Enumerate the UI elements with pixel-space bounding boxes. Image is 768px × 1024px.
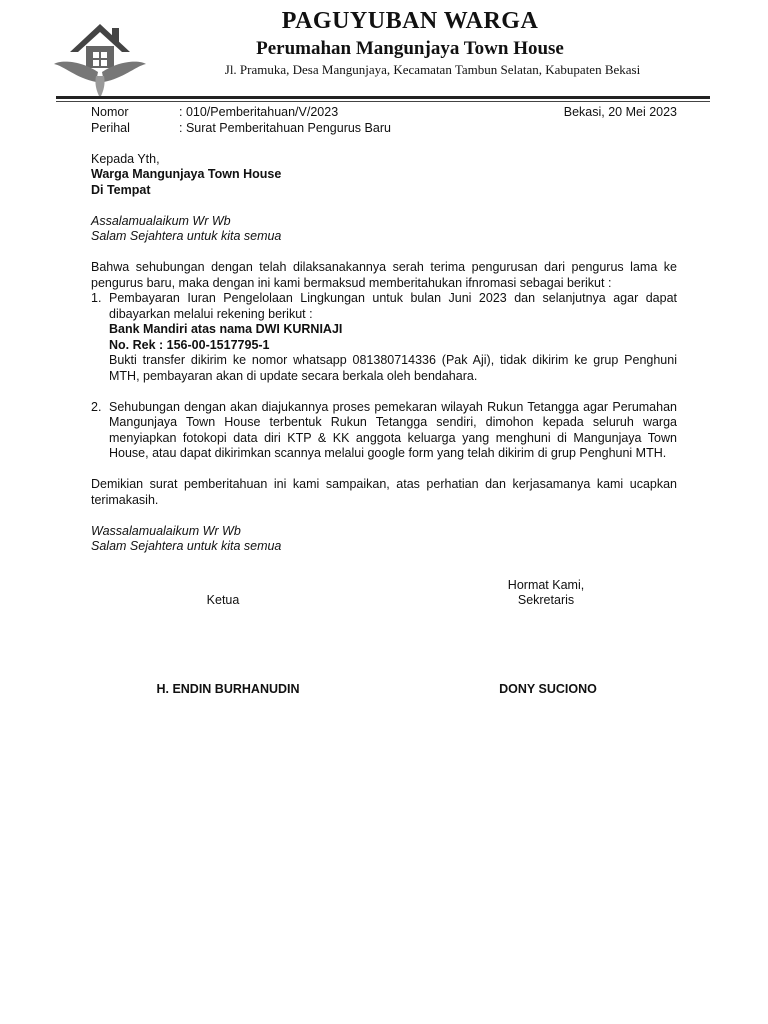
house-leaves-icon bbox=[50, 16, 150, 100]
list-item-text: Sehubungan dengan akan diajukannya proses pemekaran wilayah Rukun Tetangga agar Perumahan Mangunjaya Town House terbentuk Rukun Tetangga sendiri, dimohon kepada seluruh warga menyiapkan fotokopi data diri KTP & KK anggota keluarga yang menghuni di Mangunjaya Town House, atau dapat dikirimkan scannya melalui google form yang telah dikirim di grup Penghuni MTH. bbox=[109, 399, 677, 460]
recipient-line-3: Di Tempat bbox=[91, 182, 151, 197]
org-subtitle: Perumahan Mangunjaya Town House bbox=[256, 38, 564, 59]
farewell-line-2: Salam Sejahtera untuk kita semua bbox=[91, 539, 282, 553]
list-number: 2. bbox=[91, 399, 102, 414]
meta-nomor-row bbox=[91, 105, 677, 121]
intro-paragraph: Bahwa sehubungan dengan telah dilaksanakannya serah terima pengurusan dari pengurus lama ke pengurus baru, maka dengan ini kami bermaksud memberitahukan ifnromasi sebagai berikut : bbox=[91, 260, 677, 290]
org-address: Jl. Pramuka, Desa Mangunjaya, Kecamatan Tambun Selatan, Kabupaten Bekasi bbox=[224, 62, 641, 77]
list-item-1 bbox=[91, 291, 677, 384]
letter-date: Bekasi, 20 Mei 2023 bbox=[563, 105, 677, 119]
sekretaris-name: DONY SUCIONO bbox=[499, 682, 597, 696]
ketua-name: H. ENDIN BURHANUDIN bbox=[156, 682, 300, 696]
transfer-note: Bukti transfer dikirim ke nomor whatsapp 081380714336 (Pak Aji), tidak dikirim ke grup Penghuni MTH, pembayaran akan di update secara berkala oleh bendahara. bbox=[109, 353, 677, 383]
bank-account-name: Bank Mandiri atas nama DWI KURNIAJI bbox=[109, 322, 343, 336]
nomor-value: : 010/Pemberitahuan/V/2023 bbox=[179, 105, 339, 119]
meta-perihal-row bbox=[91, 121, 677, 137]
list-item-2 bbox=[91, 400, 677, 462]
farewell-line-1: Wassalamualaikum Wr Wb bbox=[91, 523, 241, 538]
greeting-line-2: Salam Sejahtera untuk kita semua bbox=[91, 229, 282, 243]
recipient-line-1: Kepada Yth, bbox=[91, 151, 160, 166]
perihal-label: Perihal bbox=[91, 120, 130, 135]
list-number: 1. bbox=[91, 291, 102, 305]
nomor-label: Nomor bbox=[91, 105, 129, 119]
bank-account-number: No. Rek : 156-00-1517795-1 bbox=[109, 337, 270, 352]
header-rule-thin bbox=[56, 101, 710, 102]
closing-paragraph: Demikian surat pemberitahuan ini kami sampaikan, atas perhatian dan kerjasamanya kami ucapkan terimakasih. bbox=[91, 477, 677, 507]
letter-body bbox=[91, 105, 677, 555]
greeting-line-1: Assalamualaikum Wr Wb bbox=[91, 213, 231, 228]
recipient-line-2: Warga Mangunjaya Town House bbox=[91, 167, 282, 181]
ketua-title: Ketua bbox=[206, 593, 240, 607]
header-rule-thick bbox=[56, 96, 710, 99]
list-item-text: Pembayaran Iuran Pengelolaan Lingkungan untuk bulan Juni 2023 dan selanjutnya agar dapat dibayarkan melalui rekening berikut : bbox=[109, 291, 677, 321]
sekretaris-title: Sekretaris bbox=[517, 593, 575, 607]
perihal-value: : Surat Pemberitahuan Pengurus Baru bbox=[179, 120, 391, 135]
org-name: PAGUYUBAN WARGA bbox=[281, 8, 539, 34]
closing-salutation: Hormat Kami, bbox=[507, 578, 585, 592]
